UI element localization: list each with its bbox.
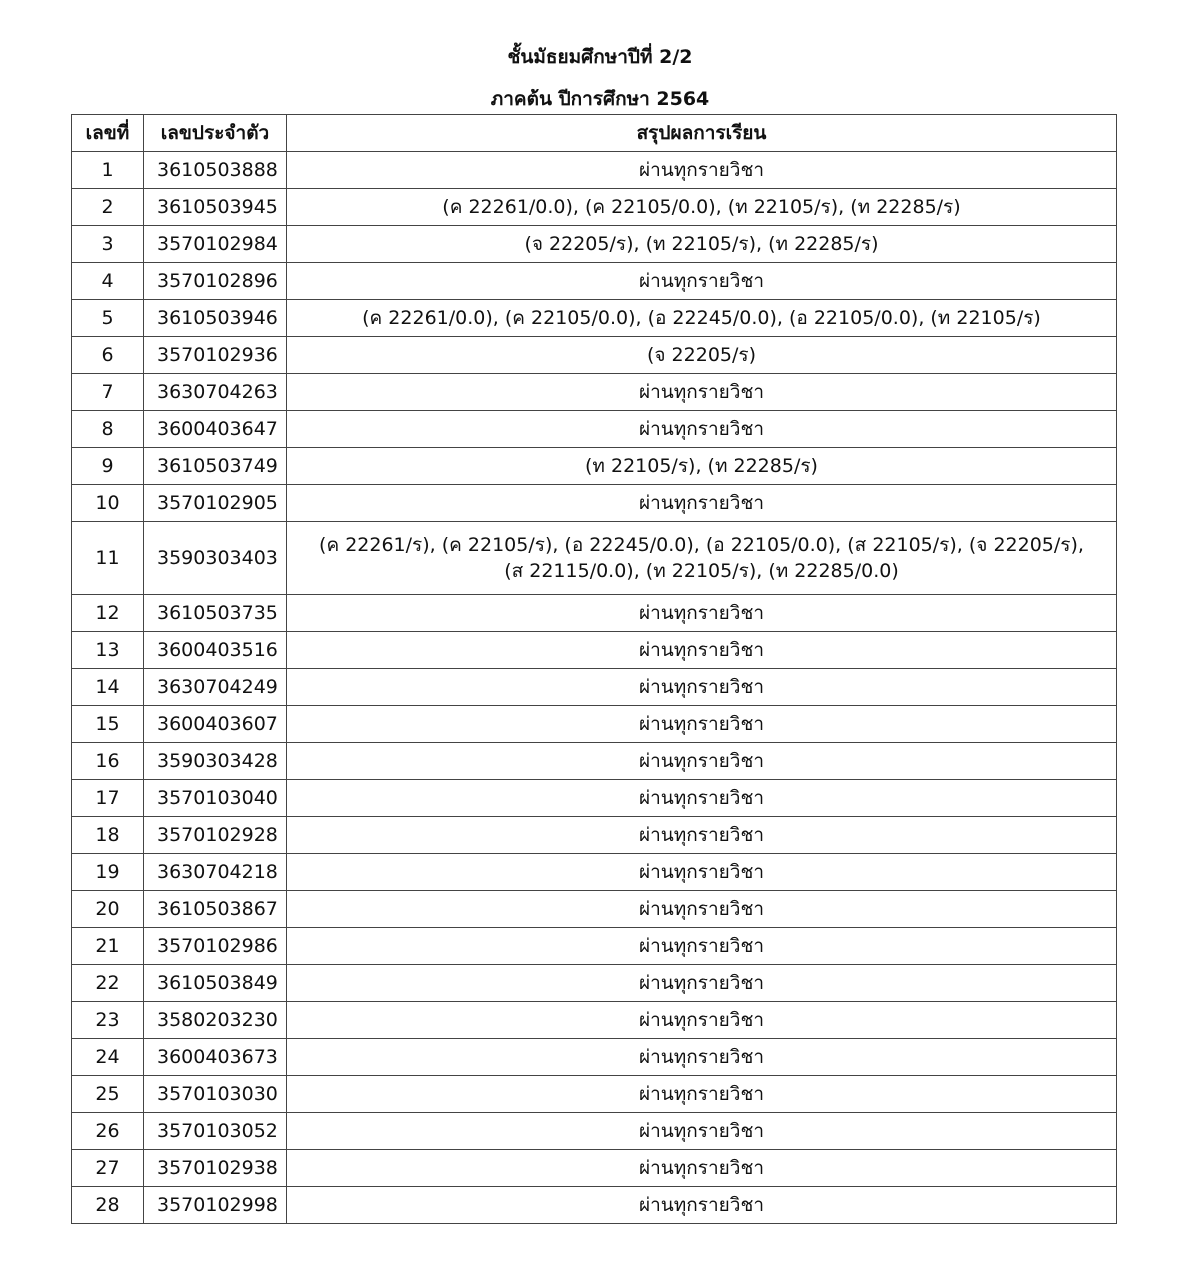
table-row [72,485,1117,522]
cell-result [287,1002,1117,1039]
table-row [72,891,1117,928]
cell-result [287,669,1117,706]
cell-number: 13 [72,632,144,669]
cell-number: 27 [72,1150,144,1187]
cell-student-id: 3610503945 [144,189,287,226]
result-line: (ค 22261/0.0), (ค 22105/0.0), (ท 22105/ร), (ท 22285/ร) [442,196,961,218]
cell-student-id: 3570102928 [144,817,287,854]
cell-number: 17 [72,780,144,817]
result-line: ผ่านทุกรายวิชา [638,1009,765,1031]
cell-number: 7 [72,374,144,411]
table-row [72,1187,1117,1224]
cell-number: 15 [72,706,144,743]
cell-student-id: 3610503946 [144,300,287,337]
result-line: ผ่านทุกรายวิชา [638,861,765,883]
result-line: ผ่านทุกรายวิชา [638,1046,765,1068]
table-row [72,743,1117,780]
result-line: ผ่านทุกรายวิชา [638,898,765,920]
header-student-id: เลขประจำตัว [144,115,287,152]
cell-result [287,817,1117,854]
cell-number: 20 [72,891,144,928]
result-line: ผ่านทุกรายวิชา [638,676,765,698]
table-row [72,1150,1117,1187]
cell-student-id: 3630704218 [144,854,287,891]
result-line: ผ่านทุกรายวิชา [638,1083,765,1105]
result-line: ผ่านทุกรายวิชา [638,602,765,624]
result-line: ผ่านทุกรายวิชา [638,639,765,661]
cell-number: 11 [72,522,144,595]
cell-student-id: 3630704263 [144,374,287,411]
header-result: สรุปผลการเรียน [287,115,1117,152]
table-row [72,300,1117,337]
table-row [72,189,1117,226]
cell-result [287,780,1117,817]
cell-student-id: 3600403673 [144,1039,287,1076]
cell-student-id: 3630704249 [144,669,287,706]
table-row [72,226,1117,263]
cell-result [287,854,1117,891]
table-row [72,706,1117,743]
cell-number: 25 [72,1076,144,1113]
table-row [72,632,1117,669]
cell-number: 28 [72,1187,144,1224]
cell-result [287,965,1117,1002]
cell-result [287,522,1117,595]
table-header-row [72,115,1117,152]
cell-number: 10 [72,485,144,522]
result-line: ผ่านทุกรายวิชา [638,270,765,292]
cell-result [287,1039,1117,1076]
cell-student-id: 3570102896 [144,263,287,300]
cell-result [287,485,1117,522]
cell-number: 4 [72,263,144,300]
cell-number: 14 [72,669,144,706]
cell-number: 26 [72,1113,144,1150]
cell-result [287,300,1117,337]
cell-student-id: 3570102986 [144,928,287,965]
table-row [72,669,1117,706]
cell-result [287,411,1117,448]
cell-student-id: 3610503735 [144,595,287,632]
result-line: ผ่านทุกรายวิชา [638,1157,765,1179]
cell-result [287,374,1117,411]
table-row [72,854,1117,891]
cell-student-id: 3570102984 [144,226,287,263]
cell-result [287,1187,1117,1224]
table-row [72,965,1117,1002]
table-row [72,928,1117,965]
cell-student-id: 3610503888 [144,152,287,189]
cell-result [287,189,1117,226]
table-row [72,374,1117,411]
result-line: ผ่านทุกรายวิชา [638,381,765,403]
cell-number: 23 [72,1002,144,1039]
cell-number: 5 [72,300,144,337]
cell-result [287,595,1117,632]
cell-student-id: 3570103040 [144,780,287,817]
result-line: ผ่านทุกรายวิชา [638,159,765,181]
cell-student-id: 3590303403 [144,522,287,595]
cell-number: 21 [72,928,144,965]
cell-student-id: 3580203230 [144,1002,287,1039]
cell-student-id: 3570102938 [144,1150,287,1187]
cell-student-id: 3590303428 [144,743,287,780]
table-row [72,522,1117,595]
result-line: ผ่านทุกรายวิชา [638,824,765,846]
table-row [72,780,1117,817]
result-line: ผ่านทุกรายวิชา [638,1120,765,1142]
cell-student-id: 3570103030 [144,1076,287,1113]
cell-student-id: 3610503849 [144,965,287,1002]
cell-result [287,891,1117,928]
cell-student-id: 3600403607 [144,706,287,743]
cell-result [287,706,1117,743]
table-row [72,1113,1117,1150]
cell-number: 3 [72,226,144,263]
cell-number: 19 [72,854,144,891]
table-body [72,152,1117,1224]
cell-number: 24 [72,1039,144,1076]
result-line: ผ่านทุกรายวิชา [638,935,765,957]
cell-number: 12 [72,595,144,632]
cell-student-id: 3570102998 [144,1187,287,1224]
result-line: ผ่านทุกรายวิชา [638,787,765,809]
cell-student-id: 3570102905 [144,485,287,522]
result-line: ผ่านทุกรายวิชา [638,418,765,440]
title-semester: ภาคต้น ปีการศึกษา 2564 [490,88,710,110]
table-row [72,595,1117,632]
cell-result [287,448,1117,485]
cell-student-id: 3610503749 [144,448,287,485]
result-line: ผ่านทุกรายวิชา [638,492,765,514]
result-line: (ส 22115/0.0), (ท 22105/ร), (ท 22285/0.0) [504,560,899,582]
header-number: เลขที่ [72,115,144,152]
table-row [72,1076,1117,1113]
cell-result [287,337,1117,374]
cell-number: 16 [72,743,144,780]
result-line: (จ 22205/ร), (ท 22105/ร), (ท 22285/ร) [524,233,879,255]
table-row [72,448,1117,485]
result-line: (ค 22261/0.0), (ค 22105/0.0), (อ 22245/0.0), (อ 22105/0.0), (ท 22105/ร) [362,307,1041,329]
title-class: ชั้นมัธยมศึกษาปีที่ 2/2 [507,46,693,68]
cell-number: 22 [72,965,144,1002]
cell-student-id: 3570102936 [144,337,287,374]
cell-result [287,1076,1117,1113]
result-line: ผ่านทุกรายวิชา [638,972,765,994]
cell-result [287,263,1117,300]
cell-result [287,1150,1117,1187]
table-row [72,337,1117,374]
cell-student-id: 3600403516 [144,632,287,669]
table-row [72,1039,1117,1076]
cell-student-id: 3570103052 [144,1113,287,1150]
cell-student-id: 3600403647 [144,411,287,448]
cell-result [287,632,1117,669]
table-row [72,411,1117,448]
results-table [71,114,1117,1224]
result-line: (ท 22105/ร), (ท 22285/ร) [585,455,818,477]
cell-number: 18 [72,817,144,854]
cell-student-id: 3610503867 [144,891,287,928]
cell-number: 8 [72,411,144,448]
cell-number: 9 [72,448,144,485]
cell-result [287,226,1117,263]
cell-result [287,743,1117,780]
result-line: ผ่านทุกรายวิชา [638,713,765,735]
result-line: (ค 22261/ร), (ค 22105/ร), (อ 22245/0.0), (อ 22105/0.0), (ส 22105/ร), (จ 22205/ร), [319,534,1084,556]
cell-number: 6 [72,337,144,374]
cell-result [287,1113,1117,1150]
table-row [72,152,1117,189]
cell-number: 2 [72,189,144,226]
cell-result [287,928,1117,965]
cell-number: 1 [72,152,144,189]
result-line: (จ 22205/ร) [646,344,757,366]
cell-result [287,152,1117,189]
table-row [72,817,1117,854]
result-line: ผ่านทุกรายวิชา [638,750,765,772]
result-line: ผ่านทุกรายวิชา [638,1194,765,1216]
table-row [72,1002,1117,1039]
table-row [72,263,1117,300]
